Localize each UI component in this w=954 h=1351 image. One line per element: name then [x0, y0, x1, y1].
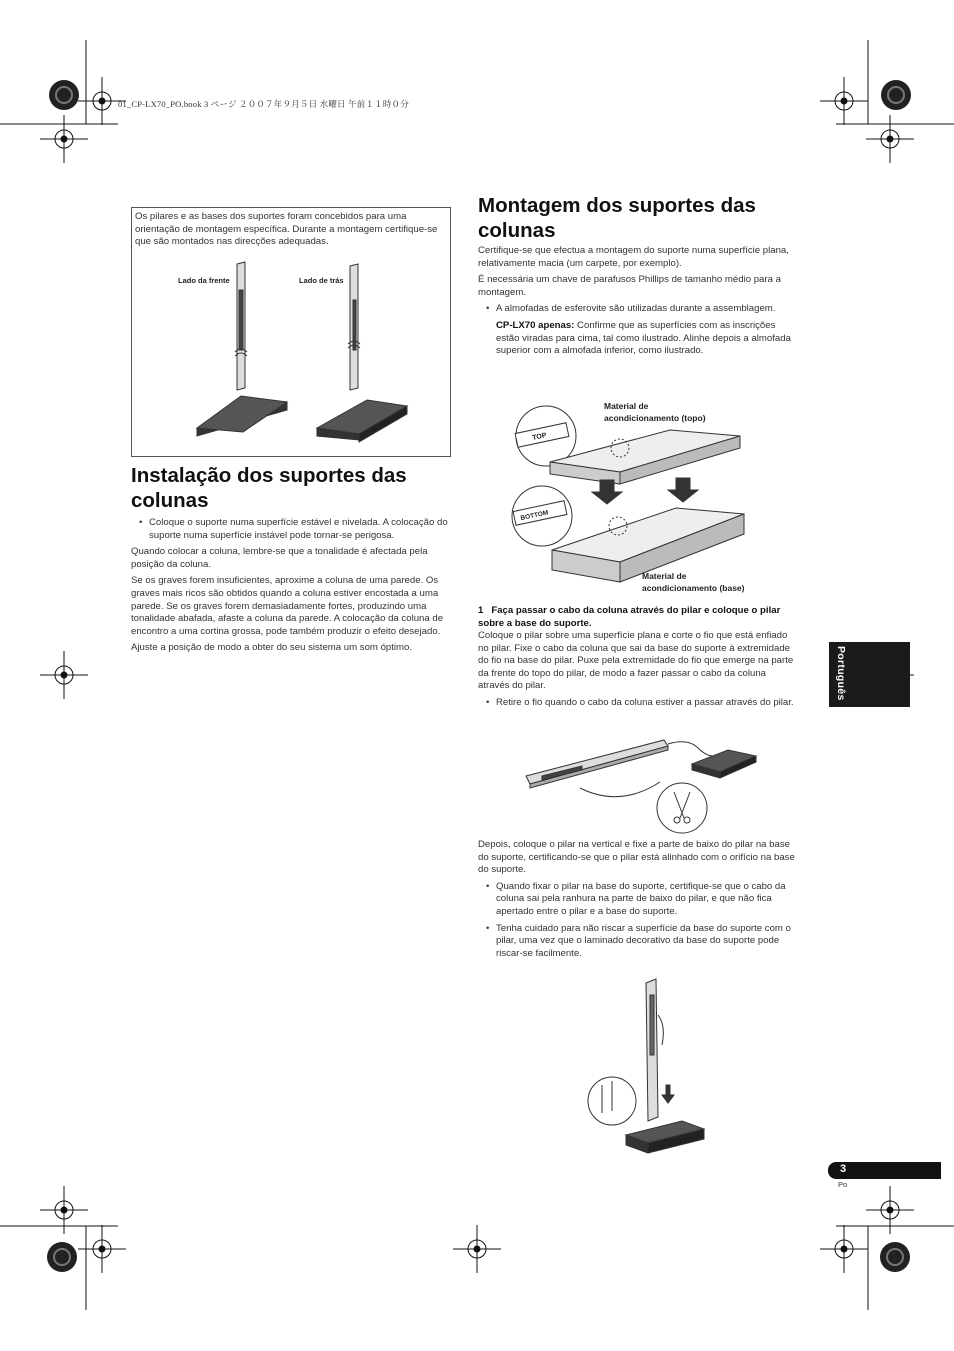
front-side-label: Lado da frente: [178, 276, 230, 285]
packing-top-label: [604, 400, 706, 424]
bullet-mark: •: [486, 696, 490, 708]
scratch-warning-bullet: Tenha cuidado para não riscar a superfície da base do suporte com o pilar, uma vez que o laminado decorativo da base do suporte pode riscar-se facilmente.: [496, 922, 791, 959]
cp-lx70-text: Confirme que as superfícies com as inscrições estão viradas para cima, tal como ilustrado. Alinhe depois a almofada superior com a almofada inferior, como ilustrado.: [496, 319, 791, 357]
bottom-inscription: BOTTOM: [520, 509, 549, 523]
bullet-mark: •: [139, 517, 143, 528]
bullet-mark: •: [486, 922, 490, 934]
vertical-paragraph: Depois, coloque o pilar na vertical e fixe a parte de baixo do pilar na base do suporte, certificando-se que o pilar está alinhado com o orifício na base do suporte.: [478, 839, 795, 876]
packing-base-label-line1: Material de: [642, 571, 687, 581]
step-1-body: [478, 630, 800, 710]
orientation-note-text: Os pilares e as bases dos suportes foram concebidos para uma orientação de montagem específica. Durante a montagem certifique-se que são montados nas direcções adequadas.: [135, 211, 438, 247]
cp-lx70-label: CP-LX70 apenas:: [496, 319, 575, 331]
language-code: Po: [838, 1180, 848, 1189]
assembly-heading: Montagem dos suportes das colunas: [478, 194, 756, 242]
adjust-paragraph: Ajuste a posição de modo a obter do seu sistema um som óptimo.: [131, 642, 413, 654]
cable-slot-bullet: Quando fixar o pilar na base do suporte, certifique-se que o cabo da coluna sai pela ranhura na parte de baixo do pilar, e que não fica apertado entre o pilar e a base do suporte.: [496, 880, 786, 917]
page-number: 3: [840, 1163, 847, 1175]
language-tab-label: Português: [835, 646, 847, 701]
cable-routing-illustration: [522, 730, 762, 840]
cable-paragraph: Coloque o pilar sobre uma superfície plana e corte o fio que está enfiado no pilar. Fixe o cabo da coluna que sai da base do suporte à extremidade do fio na base do pilar. Puxe pela extremidade do fio que emerge na parte da frente do topo do pilar, de modo a fazer passar o cabo da coluna através do pilar.: [478, 630, 794, 692]
pillar-orientation-illustration: [131, 260, 451, 435]
packing-top-label-line2: acondicionamento (topo): [604, 413, 706, 423]
packing-base-label: [642, 570, 745, 594]
top-inscription: TOP: [531, 432, 548, 442]
installation-heading: Instalação dos suportes das colunas: [131, 464, 407, 512]
step-1-title: [478, 605, 800, 630]
screwdriver-paragraph: É necessária um chave de parafusos Phillips de tamanho médio para a montagem.: [478, 274, 781, 298]
assembly-intro: [478, 245, 798, 358]
packing-top-label-line1: Material de: [604, 401, 649, 411]
assembly-final: [478, 839, 800, 960]
remove-wire-bullet: Retire o fio quando o cabo da coluna estiver a passar através do pilar.: [496, 696, 794, 708]
back-side-label: Lado de trás: [299, 276, 344, 285]
step-number: 1: [478, 605, 484, 616]
stable-surface-bullet: Coloque o suporte numa superfície estável e nivelada. A colocação do suporte numa superfície instável pode tornar-se perigosa.: [149, 517, 448, 541]
installation-body: [131, 517, 451, 659]
print-header: 01_CP-LX70_PO.book 3 ページ ２００７年９月５日 水曜日 午前１１時０分: [118, 99, 409, 109]
packing-base-label-line2: acondicionamento (base): [642, 583, 745, 593]
bass-paragraph: Se os graves forem insuficientes, aproxime a coluna de uma parede. Os graves mais ricos são obtidos quando a coluna estiver encostada a uma parede. Se os graves forem demasiadamente fortes, produzindo uma tonalidade abafada, afaste a coluna da parede. A colocação da coluna de encontro a uma cortina grossa, pode também produzir o efeito desejado.: [131, 575, 444, 637]
tonality-paragraph: Quando colocar a coluna, lembre-se que a tonalidade é afectada pela posição da coluna.: [131, 546, 428, 570]
surface-paragraph: Certifique-se que efectua a montagem do suporte numa superfície plana, relativamente macia (um carpete, por exemplo).: [478, 245, 789, 269]
step-title-text: Faça passar o cabo da coluna através do pilar e coloque o pilar sobre a base do suporte.: [478, 605, 781, 629]
bullet-mark: •: [486, 303, 490, 315]
pillar-base-illustration: [586, 975, 726, 1155]
bullet-mark: •: [486, 880, 490, 892]
styrofoam-bullet: A almofadas de esferovite são utilizadas durante a assemblagem.: [496, 303, 776, 315]
